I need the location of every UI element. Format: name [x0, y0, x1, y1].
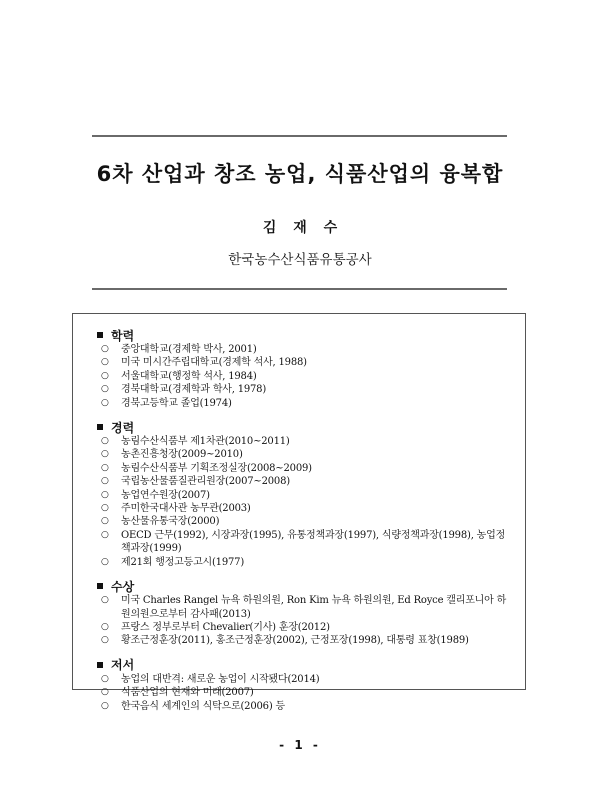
circle-bullet-icon: ○: [101, 503, 109, 514]
top-divider: [92, 135, 507, 137]
section-heading: [93, 327, 509, 343]
circle-bullet-icon: ○: [101, 449, 109, 460]
bottom-divider: [92, 288, 507, 290]
list-item: ○ 농촌진흥청장(2009~2010): [101, 449, 243, 461]
list-item: ○ 주미한국대사관 농무관(2003): [101, 503, 251, 515]
list-item: ○ 미국 Charles Rangel 뉴욕 하원의원, Ron Kim 뉴욕 하원의원, Ed Royce 캘리포니아 하원의원으로부터 감사패(2013): [101, 595, 507, 620]
career-list: [93, 435, 509, 569]
list-item: ○ 식품산업의 현재와 미래(2007): [101, 687, 254, 699]
list-item: ○ 경북고등학교 졸업(1974): [101, 397, 232, 409]
circle-bullet-icon: ○: [101, 635, 109, 646]
publications-section: [93, 657, 509, 713]
section-heading-label: 경력: [111, 420, 135, 435]
circle-bullet-icon: ○: [101, 344, 109, 354]
list-item: ○ 제21회 행정고등고시(1977): [101, 556, 245, 568]
list-item: ○ 국립농산물품질관리원장(2007~2008): [101, 476, 290, 488]
section-heading: [93, 657, 509, 673]
square-bullet-icon: [97, 662, 103, 668]
circle-bullet-icon: ○: [101, 516, 109, 527]
list-item: ○ 농림수산식품부 기획조정실장(2008~2009): [101, 462, 312, 474]
circle-bullet-icon: ○: [101, 370, 109, 381]
awards-section: [93, 578, 509, 648]
square-bullet-icon: [97, 583, 103, 589]
section-heading: [93, 578, 509, 594]
circle-bullet-icon: ○: [101, 556, 109, 567]
section-heading-label: 저서: [111, 658, 135, 673]
circle-bullet-icon: ○: [101, 462, 109, 473]
publications-list: [93, 673, 509, 713]
circle-bullet-icon: ○: [101, 687, 109, 698]
author-name: 김 재 수: [262, 220, 338, 236]
circle-bullet-icon: ○: [101, 476, 109, 487]
profile-box: [72, 313, 526, 712]
square-bullet-icon: [97, 424, 103, 430]
section-heading-label: 수상: [111, 579, 135, 594]
circle-bullet-icon: ○: [101, 673, 109, 684]
section-heading: [93, 419, 509, 435]
square-bullet-icon: [97, 332, 103, 338]
page-number: - 1 -: [279, 738, 321, 752]
education-list: [93, 343, 509, 410]
list-item: ○ 농산물유통국장(2000): [101, 516, 220, 528]
circle-bullet-icon: ○: [101, 397, 109, 408]
list-item: ○ 농업의 대반격: 새로운 농업이 시작됐다(2014): [101, 673, 320, 685]
circle-bullet-icon: ○: [101, 700, 109, 711]
list-item: ○ 농림수산식품부 제1차관(2010~2011): [101, 436, 290, 448]
list-item: ○ 서울대학교(행정학 석사, 1984): [101, 370, 257, 382]
list-item: ○ OECD 근무(1992), 시장과장(1995), 유통정책과장(1997), 식량정책과장(1998), 농업정책과장(1999): [101, 529, 506, 555]
list-item: ○ 프랑스 정부로부터 Chevalier(기사) 훈장(2012): [101, 621, 330, 633]
circle-bullet-icon: ○: [101, 489, 109, 500]
section-heading-label: 학력: [111, 328, 135, 343]
page-title: 6차 산업과 창조 농업, 식품산업의 융복합: [96, 162, 504, 186]
education-section: [93, 327, 509, 410]
author-affiliation: 한국농수산식품유통공사: [228, 252, 372, 268]
circle-bullet-icon: ○: [101, 595, 109, 606]
list-item: ○ 미국 미시간주립대학교(경제학 석사, 1988): [101, 357, 307, 369]
awards-list: [93, 594, 509, 648]
circle-bullet-icon: ○: [101, 529, 109, 540]
list-item: ○ 한국음식 세계인의 식탁으로(2006) 등: [101, 700, 285, 712]
list-item: ○ 황조근정훈장(2011), 홍조근정훈장(2002), 근정포장(1998), 대통령 표창(1989): [101, 635, 469, 647]
circle-bullet-icon: ○: [101, 621, 109, 632]
list-item: ○ 경북대학교(경제학과 학사, 1978): [101, 384, 267, 396]
list-item: ○ 중앙대학교(경제학 박사, 2001): [101, 344, 257, 355]
list-item: ○ 농업연수원장(2007): [101, 489, 210, 501]
circle-bullet-icon: ○: [101, 384, 109, 395]
circle-bullet-icon: ○: [101, 436, 109, 447]
circle-bullet-icon: ○: [101, 357, 109, 368]
career-section: [93, 419, 509, 569]
